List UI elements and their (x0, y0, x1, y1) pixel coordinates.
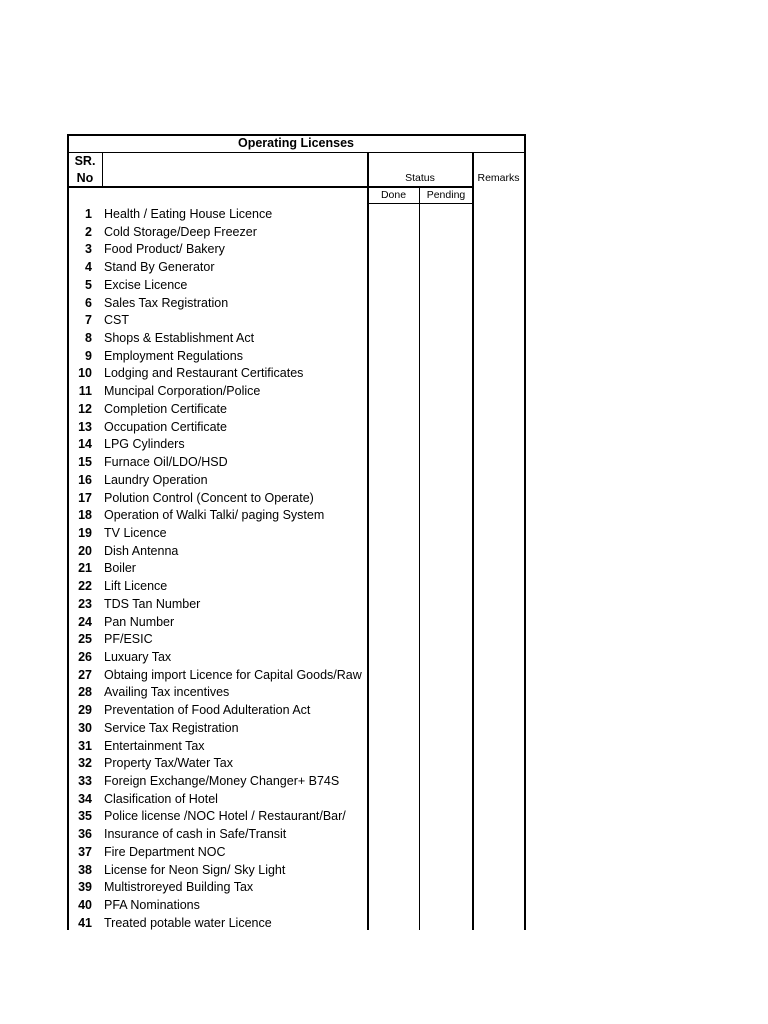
row-number: 21 (78, 561, 92, 576)
row-number: 29 (78, 703, 92, 718)
row-number: 10 (78, 366, 92, 381)
table-row (68, 896, 368, 914)
row-number: 2 (85, 224, 92, 239)
row-number: 32 (78, 756, 92, 771)
sr-column-divider (102, 152, 103, 187)
title-separator (67, 152, 525, 153)
row-number: 20 (78, 543, 92, 558)
table-row (68, 311, 368, 329)
row-number: 12 (78, 401, 92, 416)
row-number: 38 (78, 862, 92, 877)
row-number: 35 (78, 809, 92, 824)
table-row (68, 683, 368, 701)
table-row (68, 294, 368, 312)
license-name: Insurance of cash in Safe/Transit (104, 827, 287, 842)
row-number: 7 (85, 313, 92, 328)
row-number: 24 (78, 614, 92, 629)
table-row (68, 435, 368, 453)
table-row (68, 364, 368, 382)
row-number: 14 (78, 437, 92, 452)
row-number: 26 (78, 650, 92, 664)
row-number: 28 (78, 685, 92, 700)
license-name: Obtaing import Licence for Capital Goods/Raw (104, 667, 362, 682)
row-number: 13 (78, 419, 92, 434)
table-title: Operating Licenses (237, 136, 354, 150)
row-number: 18 (78, 508, 92, 523)
table-row (68, 400, 368, 418)
table-row (68, 471, 368, 489)
table-row (68, 772, 368, 790)
header-bottom-border (67, 186, 368, 188)
status-header: Status (405, 172, 435, 184)
row-number: 36 (78, 827, 92, 842)
license-name: Multistroreyed Building Tax (104, 880, 254, 895)
status-subheader-bottom-border (368, 203, 473, 204)
table-row (68, 648, 368, 666)
table-row (68, 418, 368, 436)
remarks-header: Remarks (477, 172, 520, 184)
pending-header: Pending (426, 189, 466, 201)
row-number: 3 (85, 242, 92, 257)
row-number: 23 (78, 596, 92, 611)
table-row (68, 878, 368, 896)
table-row (68, 489, 368, 507)
table-row (68, 666, 368, 684)
row-number: 25 (78, 632, 92, 647)
license-name: Lodging and Restaurant Certificates (104, 366, 304, 381)
license-name: TV Licence (104, 525, 167, 540)
license-name: Property Tax/Water Tax (104, 756, 233, 771)
license-name: Food Product/ Bakery (104, 242, 225, 257)
license-name: Dish Antenna (104, 543, 179, 558)
license-name: Foreign Exchange/Money Changer+ B74S (104, 774, 340, 789)
sr-header (68, 153, 102, 187)
row-number: 33 (78, 774, 92, 789)
sr-header-line1: SR. (74, 154, 96, 168)
row-number: 34 (78, 791, 92, 806)
sr-header-line2: No (76, 171, 94, 185)
row-number: 37 (78, 844, 92, 859)
table-row (68, 843, 368, 861)
status-header-bottom-border (368, 186, 473, 188)
table-row (68, 577, 368, 595)
row-number: 4 (85, 260, 92, 275)
license-name: Employment Regulations (104, 348, 243, 363)
license-name: License for Neon Sign/ Sky Light (104, 862, 286, 877)
license-name: Luxuary Tax (104, 650, 172, 664)
license-name: Completion Certificate (104, 401, 227, 416)
table-row (68, 205, 368, 223)
row-number: 11 (78, 384, 92, 399)
row-number: 31 (78, 738, 92, 753)
table-row (68, 595, 368, 613)
table-right-border (524, 134, 526, 930)
table-row (68, 701, 368, 719)
table-row (68, 382, 368, 400)
license-name: CST (104, 313, 129, 328)
row-number: 39 (78, 880, 92, 895)
row-number: 27 (78, 667, 92, 682)
done-pending-divider (419, 186, 420, 930)
row-number: 41 (78, 915, 92, 930)
table-row (68, 630, 368, 648)
license-name: TDS Tan Number (104, 596, 201, 611)
license-name: Laundry Operation (104, 472, 208, 487)
license-name: Occupation Certificate (104, 419, 227, 434)
row-number: 16 (78, 472, 92, 487)
row-number: 19 (78, 525, 92, 540)
table-row (68, 329, 368, 347)
row-number: 15 (78, 455, 92, 470)
license-name: Lift Licence (104, 579, 168, 594)
table-row (68, 719, 368, 737)
license-name: Furnace Oil/LDO/HSD (104, 455, 228, 470)
table-row (68, 559, 368, 577)
license-name: Stand By Generator (104, 260, 215, 275)
row-number: 6 (85, 295, 92, 310)
table-row (68, 223, 368, 241)
license-name: Muncipal Corporation/Police (104, 384, 261, 399)
table-row (68, 347, 368, 365)
status-remarks-divider (472, 152, 474, 930)
row-number: 40 (78, 898, 92, 913)
table-row (68, 613, 368, 631)
license-name: Availing Tax incentives (104, 685, 230, 700)
license-name: Fire Department NOC (104, 844, 226, 859)
license-name: Shops & Establishment Act (104, 331, 255, 346)
table-row (68, 276, 368, 294)
license-name: Entertainment Tax (104, 738, 205, 753)
license-name: Operation of Walki Talki/ paging System (104, 508, 325, 523)
license-name: Treated potable water Licence (104, 915, 272, 930)
table-row (68, 524, 368, 542)
license-name: PFA Nominations (104, 898, 200, 913)
table-row (68, 506, 368, 524)
table-row (68, 453, 368, 471)
license-name: Health / Eating House Licence (104, 207, 273, 221)
row-number: 8 (85, 331, 92, 346)
license-name: Clasification of Hotel (104, 791, 218, 806)
row-number: 5 (85, 277, 92, 292)
table-row (68, 542, 368, 560)
table-row (68, 914, 368, 932)
table-row (68, 754, 368, 772)
license-name: Boiler (104, 561, 136, 576)
row-number: 9 (85, 348, 92, 363)
table-row (68, 258, 368, 276)
row-number: 30 (78, 720, 92, 735)
row-number: 1 (85, 207, 92, 221)
license-name: Sales Tax Registration (104, 295, 229, 310)
table-row (68, 825, 368, 843)
license-name: PF/ESIC (104, 632, 153, 647)
license-name: LPG Cylinders (104, 437, 185, 452)
license-name: Police license /NOC Hotel / Restaurant/Bar/ (104, 809, 346, 824)
license-name: Excise Licence (104, 277, 188, 292)
license-name: Pan Number (104, 614, 175, 629)
table-row (68, 790, 368, 808)
license-name: Polution Control (Concent to Operate) (104, 490, 314, 505)
table-row (68, 737, 368, 755)
license-name: Preventation of Food Adulteration Act (104, 703, 311, 718)
table-row (68, 807, 368, 825)
table-row (68, 240, 368, 258)
license-name: Cold Storage/Deep Freezer (104, 224, 257, 239)
license-name: Service Tax Registration (104, 720, 239, 735)
row-number: 17 (78, 490, 92, 505)
table-row (68, 861, 368, 879)
row-number: 22 (78, 579, 92, 594)
done-header: Done (380, 189, 407, 201)
